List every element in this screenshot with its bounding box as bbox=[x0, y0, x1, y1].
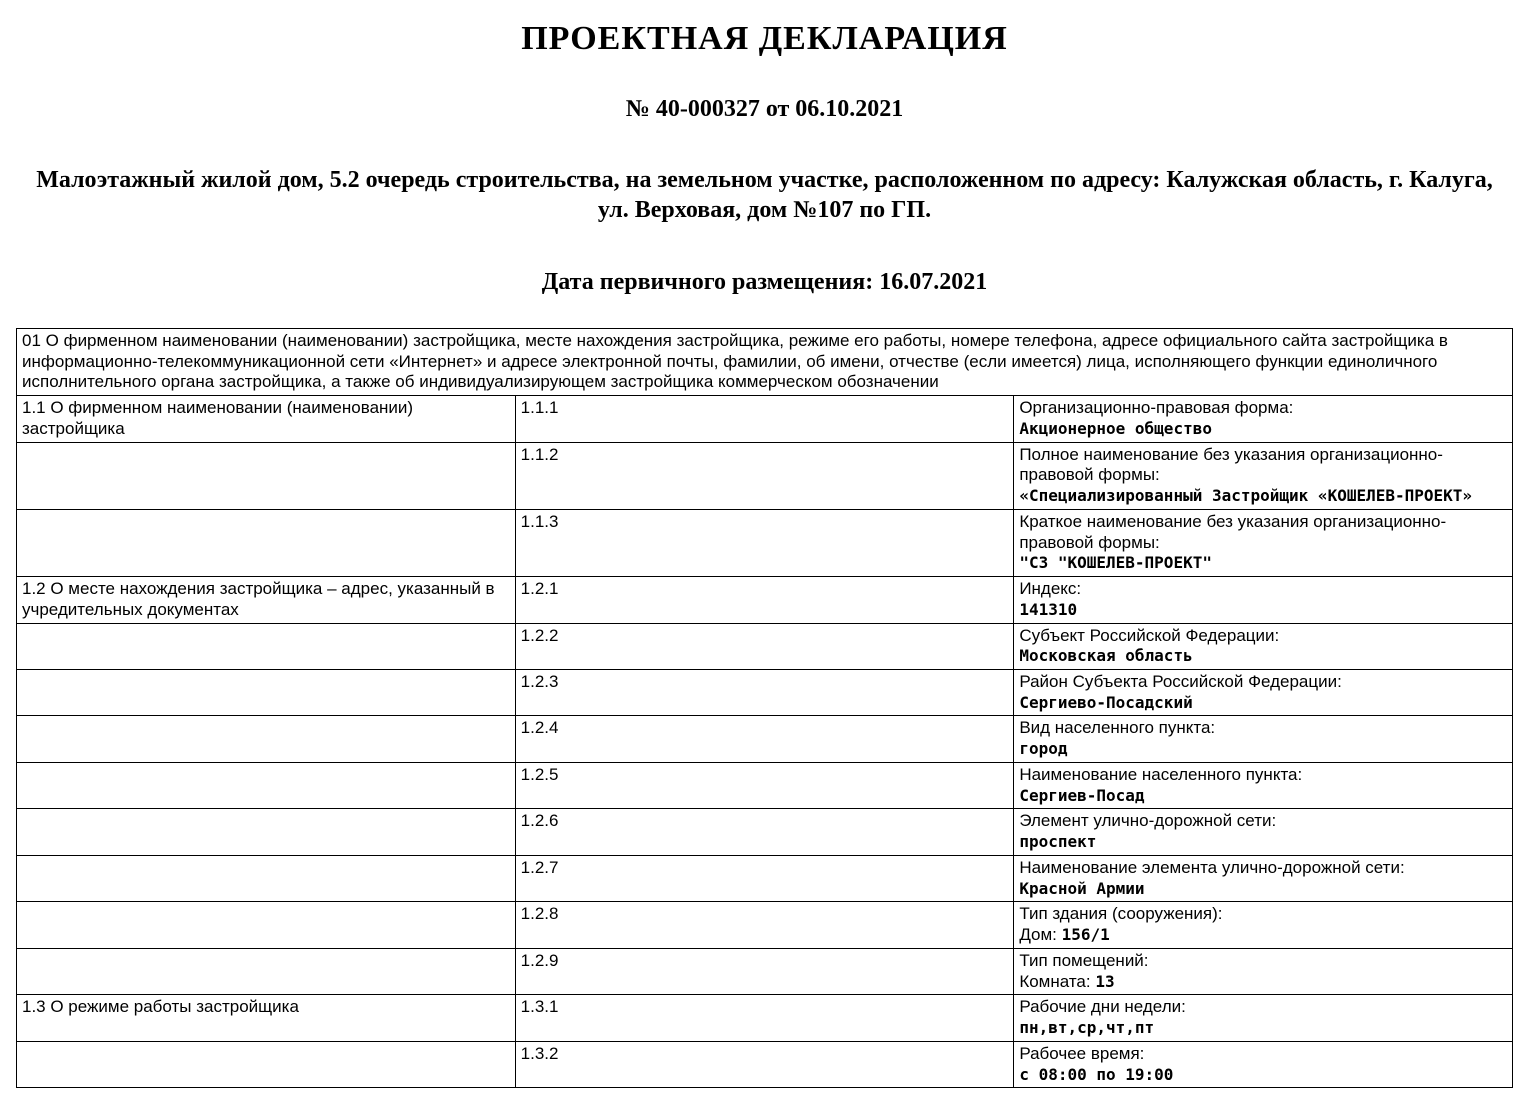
row-section-label bbox=[17, 509, 516, 576]
row-content bbox=[1014, 762, 1513, 808]
row-content bbox=[1014, 948, 1513, 994]
row-content bbox=[1014, 809, 1513, 855]
row-field-label: Организационно-правовая форма: bbox=[1019, 398, 1294, 418]
row-field-value-line bbox=[1019, 486, 1507, 507]
table-row bbox=[17, 1041, 1513, 1087]
row-value-prefix: Дом: bbox=[1019, 925, 1062, 945]
row-code: 1.3.2 bbox=[515, 1041, 1014, 1087]
row-section-label bbox=[17, 948, 516, 994]
row-field-label: Тип помещений: bbox=[1019, 950, 1149, 970]
first-placement-date: Дата первичного размещения: 16.07.2021 bbox=[541, 269, 988, 295]
row-code: 1.2.8 bbox=[515, 902, 1014, 948]
row-field-label: Краткое наименование без указания организационно-правовой формы: bbox=[1019, 511, 1447, 552]
section-01-header: 01 О фирменном наименовании (наименовании) застройщика, месте нахождения застройщика, режиме его работы, номере телефона, адресе официального сайта застройщика в информационно-телекоммуникационной сети «Интернет» и адресе электронной почты, фамилии, об имени, отчестве (если имеется) лица, исполняющего функции единоличного исполнительного органа застройщика, а также об индивидуализирующем застройщика коммерческом обозначении bbox=[17, 329, 1513, 396]
row-field-value-line bbox=[1019, 786, 1507, 807]
row-content bbox=[1014, 902, 1513, 948]
row-value: с 08:00 по 19:00 bbox=[1019, 1064, 1174, 1084]
row-value: 156/1 bbox=[1061, 925, 1110, 945]
row-code: 1.1.2 bbox=[515, 442, 1014, 509]
row-value: 13 bbox=[1095, 971, 1115, 991]
table-row bbox=[17, 855, 1513, 901]
row-code: 1.2.6 bbox=[515, 809, 1014, 855]
row-content bbox=[1014, 509, 1513, 576]
table-row bbox=[17, 716, 1513, 762]
row-section-label: 1.2 О месте нахождения застройщика – адрес, указанный в учредительных документах bbox=[17, 577, 516, 623]
construction-object-description: Малоэтажный жилой дом, 5.2 очередь строительства, на земельном участке, расположенном по адресу: Калужская область, г. Калуга, ул. Верховая, дом №107 по ГП. bbox=[36, 167, 1493, 223]
declaration-table bbox=[16, 328, 1513, 1088]
row-content bbox=[1014, 670, 1513, 716]
table-row bbox=[17, 809, 1513, 855]
row-content bbox=[1014, 577, 1513, 623]
row-code: 1.2.9 bbox=[515, 948, 1014, 994]
row-content bbox=[1014, 396, 1513, 442]
row-field-label: Элемент улично-дорожной сети: bbox=[1019, 811, 1277, 831]
row-field-value-line bbox=[1019, 693, 1507, 714]
row-section-label: 1.3 О режиме работы застройщика bbox=[17, 995, 516, 1041]
table-row bbox=[17, 670, 1513, 716]
row-value: город bbox=[1019, 739, 1068, 759]
row-field-label: Наименование элемента улично-дорожной сети: bbox=[1019, 857, 1405, 877]
table-row bbox=[17, 762, 1513, 808]
row-field-value-line bbox=[1019, 925, 1507, 946]
row-value: 141310 bbox=[1019, 599, 1078, 619]
row-code: 1.2.1 bbox=[515, 577, 1014, 623]
row-field-label: Тип здания (сооружения): bbox=[1019, 904, 1223, 924]
table-row bbox=[17, 948, 1513, 994]
row-value-prefix: Комната: bbox=[1019, 971, 1096, 991]
row-section-label: 1.1 О фирменном наименовании (наименовании) застройщика bbox=[17, 396, 516, 442]
row-value: Московская область bbox=[1019, 646, 1193, 666]
row-value: Сергиев-Посад bbox=[1019, 785, 1145, 805]
row-content bbox=[1014, 442, 1513, 509]
row-field-label: Субъект Российской Федерации: bbox=[1019, 625, 1280, 645]
row-section-label bbox=[17, 623, 516, 669]
row-section-label bbox=[17, 716, 516, 762]
row-content bbox=[1014, 716, 1513, 762]
row-content bbox=[1014, 855, 1513, 901]
row-field-label: Наименование населенного пункта: bbox=[1019, 764, 1303, 784]
row-code: 1.2.5 bbox=[515, 762, 1014, 808]
row-value: Красной Армии bbox=[1019, 878, 1145, 898]
row-code: 1.3.1 bbox=[515, 995, 1014, 1041]
row-section-label bbox=[17, 1041, 516, 1087]
section-header-row bbox=[17, 329, 1513, 396]
table-row bbox=[17, 577, 1513, 623]
row-code: 1.2.4 bbox=[515, 716, 1014, 762]
row-field-label: Район Субъекта Российской Федерации: bbox=[1019, 672, 1342, 692]
table-row bbox=[17, 509, 1513, 576]
row-section-label bbox=[17, 902, 516, 948]
row-field-value-line bbox=[1019, 972, 1507, 993]
row-content bbox=[1014, 623, 1513, 669]
document-number: № 40-000327 от 06.10.2021 bbox=[625, 96, 904, 122]
row-field-value-line bbox=[1019, 553, 1507, 574]
row-code: 1.1.1 bbox=[515, 396, 1014, 442]
row-value: проспект bbox=[1019, 832, 1097, 852]
row-field-label: Полное наименование без указания организационно-правовой формы: bbox=[1019, 444, 1443, 485]
row-field-value-line bbox=[1019, 1018, 1507, 1039]
row-value: Сергиево-Посадский bbox=[1019, 692, 1193, 712]
row-field-value-line bbox=[1019, 832, 1507, 853]
row-field-label: Рабочие дни недели: bbox=[1019, 997, 1186, 1017]
row-field-value-line bbox=[1019, 879, 1507, 900]
row-value: пн,вт,ср,чт,пт bbox=[1019, 1018, 1155, 1038]
row-code: 1.2.2 bbox=[515, 623, 1014, 669]
row-field-label: Индекс: bbox=[1019, 579, 1082, 599]
row-content bbox=[1014, 995, 1513, 1041]
row-field-label: Рабочее время: bbox=[1019, 1043, 1145, 1063]
row-code: 1.2.3 bbox=[515, 670, 1014, 716]
table-row bbox=[17, 442, 1513, 509]
row-field-value-line bbox=[1019, 600, 1507, 621]
declaration-table-body bbox=[17, 329, 1513, 1088]
table-row bbox=[17, 623, 1513, 669]
row-section-label bbox=[17, 442, 516, 509]
row-code: 1.2.7 bbox=[515, 855, 1014, 901]
row-field-label: Вид населенного пункта: bbox=[1019, 718, 1216, 738]
table-row bbox=[17, 902, 1513, 948]
table-row bbox=[17, 995, 1513, 1041]
row-section-label bbox=[17, 809, 516, 855]
row-section-label bbox=[17, 762, 516, 808]
row-code: 1.1.3 bbox=[515, 509, 1014, 576]
row-section-label bbox=[17, 855, 516, 901]
document-title: ПРОЕКТНАЯ ДЕКЛАРАЦИЯ bbox=[521, 20, 1008, 57]
table-row bbox=[17, 396, 1513, 442]
row-value: «Специализированный Застройщик «КОШЕЛЕВ-ПРОЕКТ» bbox=[1019, 486, 1473, 506]
row-content bbox=[1014, 1041, 1513, 1087]
row-field-value-line bbox=[1019, 419, 1507, 440]
row-field-value-line bbox=[1019, 646, 1507, 667]
row-field-value-line bbox=[1019, 1065, 1507, 1086]
row-field-value-line bbox=[1019, 739, 1507, 760]
row-value: "СЗ "КОШЕЛЕВ-ПРОЕКТ" bbox=[1019, 553, 1212, 573]
row-value: Акционерное общество bbox=[1019, 418, 1212, 438]
row-section-label bbox=[17, 670, 516, 716]
